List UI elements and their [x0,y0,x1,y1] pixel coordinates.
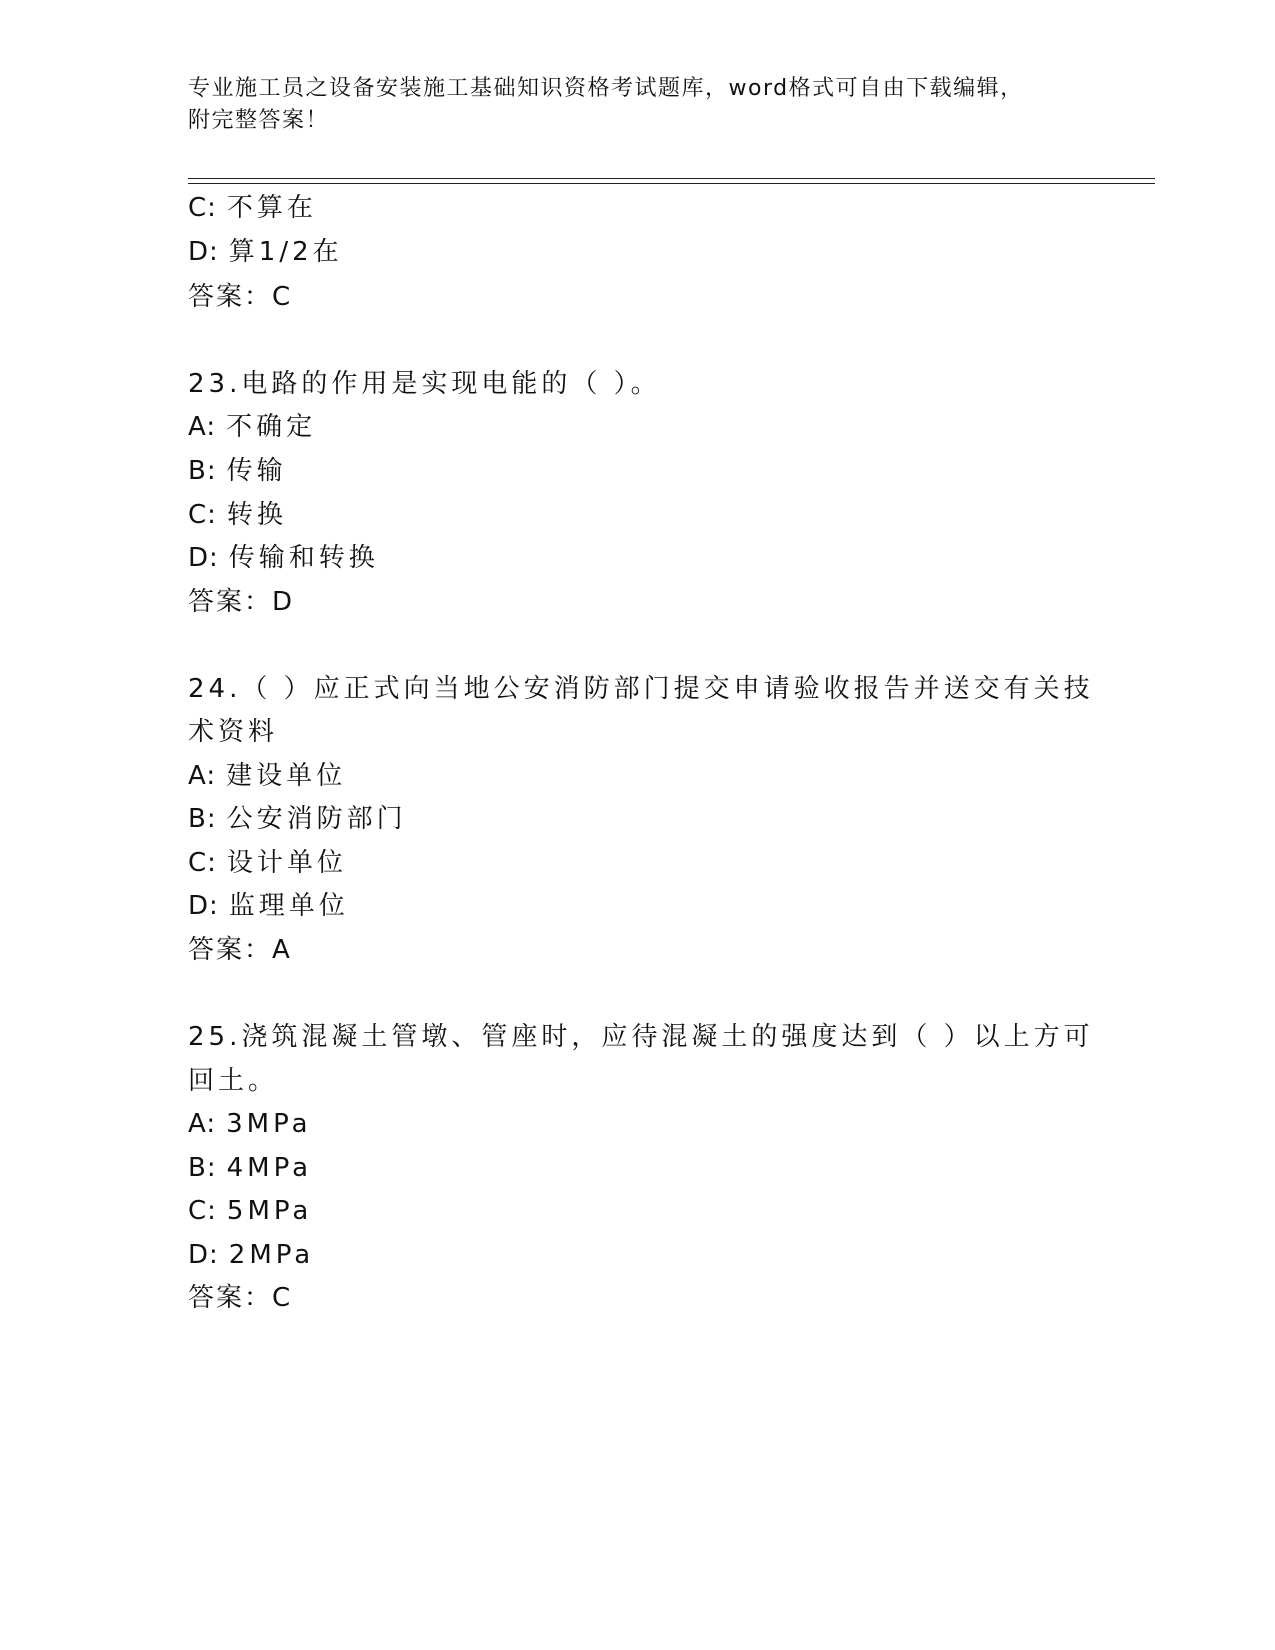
option-label: A: [188,761,217,791]
option-label: C: [188,500,217,530]
option-text: 建设单位 [226,761,347,791]
answer-line: 答案：D [188,587,295,617]
answer-line: 答案：A [188,935,292,965]
option-a [188,407,1088,447]
option-b [188,799,1088,839]
document-header [188,73,1068,137]
option-b [188,1148,1088,1188]
option-text: 5MPa [226,1196,313,1226]
question-stem: 25.浇筑混凝土管墩、管座时，应待混凝土的强度达到（ ）以上方可 [188,1022,1094,1052]
option-label: C: [188,193,217,223]
option-c [188,495,1088,535]
answer-line: 答案：C [188,282,293,312]
option-a [188,756,1088,796]
option-label: C: [188,848,217,878]
header-divider-bottom [188,183,1155,184]
option-text: 2MPa [228,1240,315,1270]
header-divider-top [188,178,1155,179]
option-text: 不确定 [226,412,317,442]
answer-line: 答案：C [188,1283,293,1313]
option-text: 算1/2在 [228,237,343,267]
option-d [188,232,1088,272]
option-text: 4MPa [226,1153,313,1183]
option-text: 设计单位 [226,848,347,878]
option-c [188,1191,1088,1231]
option-label: D: [188,891,219,921]
option-label: B: [188,1153,217,1183]
option-b [188,451,1088,491]
option-d [188,538,1088,578]
option-label: B: [188,804,217,834]
question-stem-continued: 回土。 [188,1066,279,1096]
option-text: 转换 [226,500,287,530]
option-text: 传输和转换 [228,543,379,573]
option-text: 不算在 [226,193,317,223]
question-stem: 23.电路的作用是实现电能的（ ）。 [188,369,661,399]
option-label: C: [188,1196,217,1226]
option-d [188,886,1088,926]
option-label: D: [188,237,219,267]
option-label: D: [188,1240,219,1270]
option-text: 3MPa [226,1109,312,1139]
option-d [188,1235,1088,1275]
option-text: 传输 [226,456,287,486]
option-label: D: [188,543,219,573]
header-line-2: 附完整答案！ [188,108,330,133]
question-stem: 24.（ ）应正式向当地公安消防部门提交申请验收报告并送交有关技 [188,674,1094,704]
option-c [188,843,1088,883]
option-text: 公安消防部门 [226,804,407,834]
option-c [188,188,1088,228]
header-line-1: 专业施工员之设备安装施工基础知识资格考试题库，word格式可自由下载编辑， [188,76,1024,101]
question-stem-continued: 术资料 [188,717,279,747]
option-label: A: [188,1109,217,1139]
option-text: 监理单位 [228,891,349,921]
option-a [188,1104,1088,1144]
option-label: A: [188,412,217,442]
option-label: B: [188,456,217,486]
